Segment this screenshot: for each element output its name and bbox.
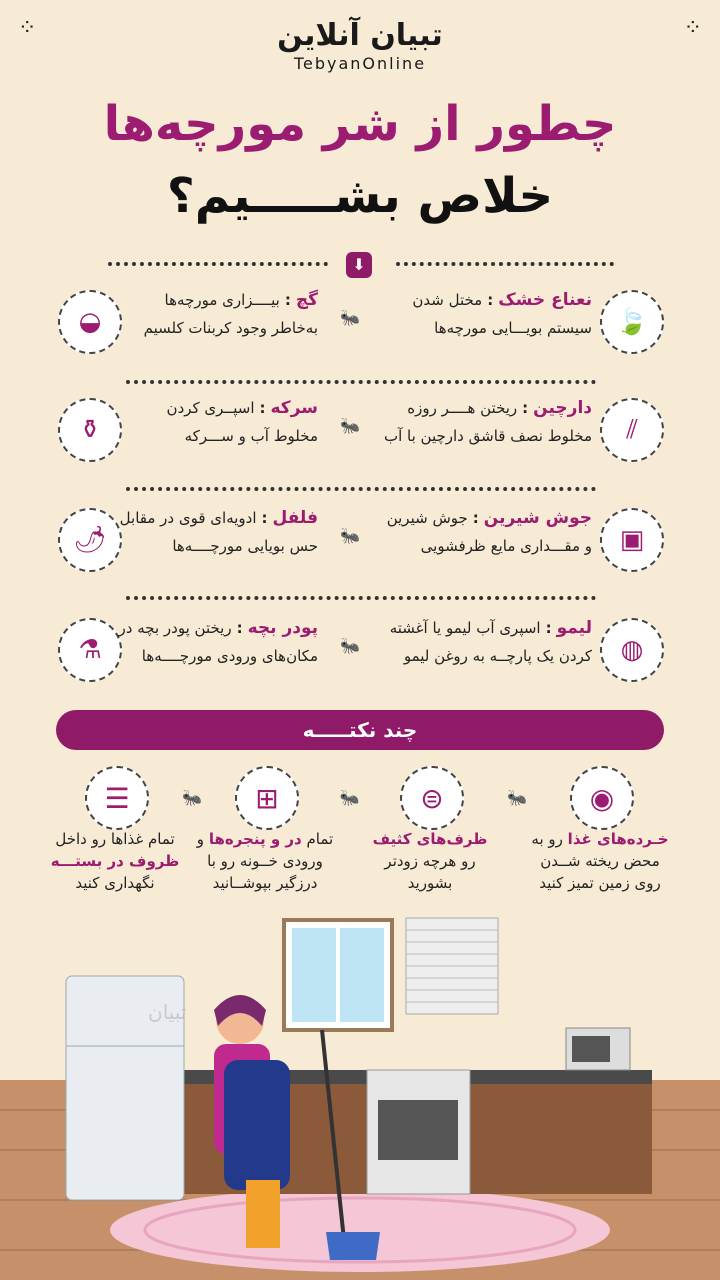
divider bbox=[126, 596, 596, 600]
remedy-text bbox=[362, 286, 592, 342]
tip-line2: ظروف در بستـــه bbox=[50, 852, 180, 870]
remedy-name: نعناع خشک bbox=[498, 290, 592, 310]
page-title-line1: چطور از شر مورچه‌ها bbox=[103, 96, 617, 152]
pepper-icon: 🌶 bbox=[58, 508, 122, 572]
divider bbox=[126, 380, 596, 384]
baking-soda-icon: ▣ bbox=[600, 508, 664, 572]
remedy-separator: : bbox=[545, 619, 552, 637]
tip-line1: تمام bbox=[301, 830, 334, 848]
remedy-text bbox=[108, 394, 318, 450]
tip-text bbox=[25, 828, 205, 894]
remedy-separator: : bbox=[487, 291, 494, 309]
baby-powder-icon: ⚗ bbox=[58, 618, 122, 682]
divider bbox=[396, 262, 614, 266]
remedy-separator: : bbox=[522, 399, 529, 417]
remedy-name: لیمو bbox=[556, 618, 592, 638]
ant-icon: 🐜 bbox=[340, 636, 360, 655]
tip-line2: ورودی خــونه رو با bbox=[207, 852, 323, 870]
brand-logo-en: TebyanOnline bbox=[293, 54, 427, 73]
remedy-text bbox=[108, 286, 318, 342]
remedy-line2: مخلوط آب و ســـرکه bbox=[184, 427, 318, 445]
tip-line3: نگهداری کنید bbox=[75, 874, 155, 892]
page-title-line2: خلاص بشـــــیم؟ bbox=[166, 168, 554, 224]
remedy-line2: حس بویایی مورچــــه‌ها bbox=[172, 537, 318, 555]
remedy-text bbox=[108, 614, 318, 670]
tip-line3: روی زمین تمیز کنید bbox=[539, 874, 661, 892]
remedy-line1: مختل شدن bbox=[412, 291, 483, 309]
brand-logo-fa: تبیان آنلاین bbox=[277, 18, 443, 53]
tip-line1: و bbox=[196, 830, 209, 848]
remedy-line2: مخلوط نصف قاشق دارچین با آب bbox=[383, 427, 592, 445]
ant-icon: 🐜 bbox=[182, 788, 202, 807]
lemon-icon: ◍ bbox=[600, 618, 664, 682]
dirty-dishes-icon: ⊜ bbox=[400, 766, 464, 830]
remedy-line1: ریختن هــــر روزه bbox=[407, 399, 518, 417]
remedy-line2: سیستم بویـــایی مورچه‌ها bbox=[434, 319, 592, 337]
remedy-line1: ریختن پودر بچه در bbox=[118, 619, 232, 637]
remedy-line1: بیــــزاری مورچه‌ها bbox=[164, 291, 280, 309]
ant-icon: 🐜 bbox=[339, 788, 360, 807]
remedy-separator: : bbox=[284, 291, 291, 309]
remedy-line2: کردن یک پارچــه به روغن لیمو bbox=[403, 647, 592, 665]
tip-line3: درزگیر بپوشــانید bbox=[212, 874, 318, 892]
tip-highlight: ظرف‌های کثیف bbox=[372, 830, 488, 848]
ant-icon: 🐜 bbox=[340, 308, 360, 327]
plate-icon: ◉ bbox=[570, 766, 634, 830]
ant-icon: 🐜 bbox=[340, 526, 360, 545]
remedy-name: فلفل bbox=[272, 508, 318, 528]
remedy-line1: جوش شیرین bbox=[386, 509, 468, 527]
vinegar-bottle-icon: ⚱ bbox=[58, 398, 122, 462]
corner-dots-icon: ⁘ bbox=[683, 16, 702, 41]
remedy-separator: : bbox=[259, 399, 266, 417]
remedy-name: دارچین bbox=[533, 398, 592, 418]
container-icon: ☰ bbox=[85, 766, 149, 830]
corner-dots-icon: ⁘ bbox=[18, 16, 37, 41]
remedy-separator: : bbox=[472, 509, 479, 527]
tip-line2: رو هرچه زودتر bbox=[384, 852, 476, 870]
tip-text bbox=[510, 828, 690, 894]
tips-banner: چند نکتـــــه bbox=[56, 710, 664, 750]
tip-highlight: در و پنجره‌ها bbox=[208, 830, 302, 848]
watermark: تبیان bbox=[148, 1000, 187, 1024]
remedy-text bbox=[108, 504, 318, 560]
remedy-name: گچ bbox=[295, 290, 318, 310]
ant-icon: 🐜 bbox=[507, 788, 527, 807]
remedy-name: پودر بچه bbox=[247, 618, 318, 638]
window-icon: ⊞ bbox=[235, 766, 299, 830]
kitchen-illustration bbox=[0, 910, 720, 1280]
tip-line1: تمام غذاها رو داخل bbox=[55, 830, 175, 848]
remedy-name: سرکه bbox=[270, 398, 318, 418]
ant-icon: 🐜 bbox=[340, 416, 360, 435]
divider bbox=[108, 262, 328, 266]
tip-highlight: خـرده‌های غذا bbox=[567, 830, 669, 848]
tip-line2: محض ریخته شــدن bbox=[540, 852, 660, 870]
remedy-line1: اسپــری کردن bbox=[166, 399, 255, 417]
arrow-down-icon: ⬇ bbox=[346, 252, 372, 278]
tip-line3: بشورید bbox=[407, 874, 453, 892]
remedy-text bbox=[362, 504, 592, 560]
chalk-icon: ◒ bbox=[58, 290, 122, 354]
remedy-line2: به‌خاطر وجود کربنات کلسیم bbox=[143, 319, 318, 337]
remedy-separator: : bbox=[236, 619, 243, 637]
remedy-name: جوش شیرین bbox=[483, 508, 592, 528]
remedy-text bbox=[362, 394, 592, 450]
remedy-line1: اسپری آب لیمو یا آغشته bbox=[389, 619, 541, 637]
cinnamon-icon: ⫽ bbox=[600, 398, 664, 462]
divider bbox=[126, 487, 596, 491]
tip-text bbox=[340, 828, 520, 894]
remedy-line2: و مقـــداری مایع ظرفشویی bbox=[420, 537, 592, 555]
remedy-text bbox=[362, 614, 592, 670]
remedy-separator: : bbox=[261, 509, 268, 527]
remedy-line1: ادویه‌ای قوی در مقابل bbox=[119, 509, 257, 527]
remedy-line2: مکان‌های ورودی مورچــــه‌ها bbox=[141, 647, 318, 665]
mint-leaf-icon: 🍃 bbox=[600, 290, 664, 354]
tip-line1: رو به bbox=[531, 830, 568, 848]
